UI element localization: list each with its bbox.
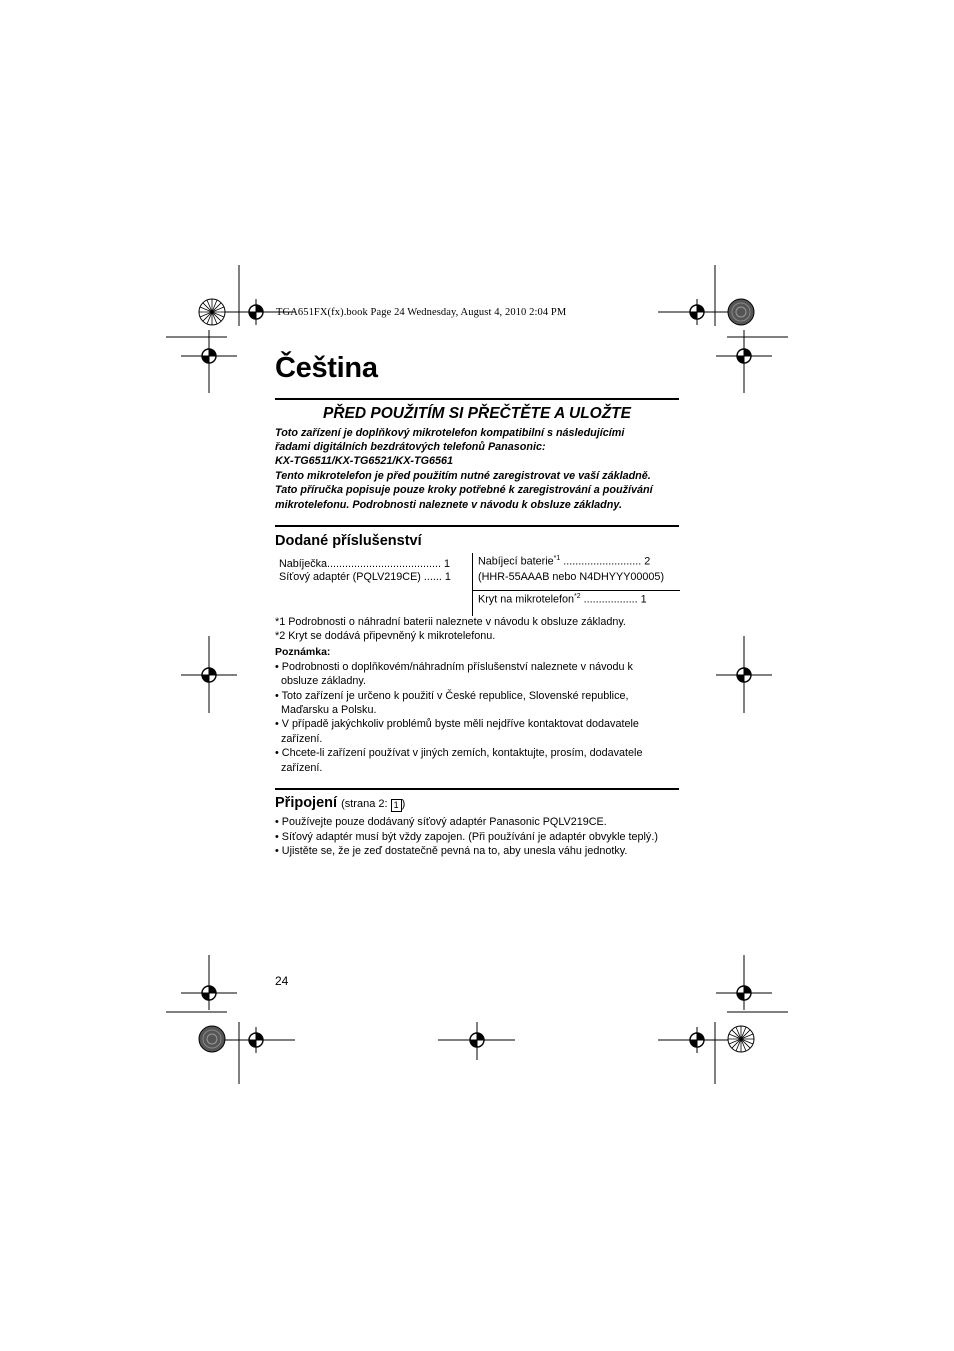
cover-qty: .................. 1 [580,593,647,606]
page-reference [341,798,405,810]
note-item-continued: Maďarsku a Polsku. [281,704,377,716]
note-item-continued: zařízení. [281,733,323,745]
note-item: • Toto zařízení je určeno k použití v České republice, Slovenské republice, [275,690,629,702]
intro-line: Toto zařízení je doplňkový mikrotelefon kompatibilní s následujícími [275,427,625,439]
connection-title: Připojení [275,795,338,811]
note-item: • Chcete-li zařízení používat v jiných zemích, kontaktujte, prosím, dodavatele [275,747,643,759]
intro-line: mikrotelefonu. Podrobnosti naleznete v návodu k obsluze základny. [275,499,622,511]
accessory-adapter: Síťový adaptér (PQLV219CE) ...... 1 [279,571,451,583]
note-item-continued: obsluze základny. [281,675,367,687]
footnote-mark: *1 [553,555,561,562]
connection-item: • Používejte pouze dodávaný síťový adaptér Panasonic PQLV219CE. [275,816,607,828]
table-divider [472,553,473,616]
reference-suffix: ) [401,798,406,810]
accessory-charger: Nabíječka...................................... 1 [279,558,451,570]
battery-qty: .......................... 2 [560,555,651,568]
intro-line: řadami digitálních bezdrátových telefonů Panasonic: [275,441,546,453]
intro-line: KX-TG6511/KX-TG6521/KX-TG6561 [275,455,454,467]
footnote: *2 Kryt se dodává připevněný k mikrotelefonu. [275,630,496,642]
accessory-cover [478,593,647,606]
footnote: *1 Podrobnosti o náhradní baterii naleznete v návodu k obsluze základny. [275,616,626,628]
section-rule [275,788,679,790]
title-rule [275,398,679,400]
connection-heading [275,795,405,812]
note-label: Poznámka: [275,646,331,658]
intro-heading: PŘED POUŽITÍM SI PŘEČTĚTE A ULOŽTE [322,405,631,422]
note-item: • V případě jakýchkoliv problémů byste měli nejdříve kontaktovat dodavatele [275,718,639,730]
intro-line: Tento mikrotelefon je před použitím nutné zaregistrovat ve vaší základně. [275,470,651,482]
section-rule [275,525,679,527]
note-item-continued: zařízení. [281,762,323,774]
footnote-mark: *2 [574,593,581,600]
note-item: • Podrobnosti o doplňkovém/náhradním příslušenství naleznete v návodu k [275,661,633,673]
reference-prefix: (strana 2: [341,798,391,810]
table-row-divider [472,590,680,591]
connection-item: • Síťový adaptér musí být vždy zapojen. (Při používání je adaptér obvykle teplý.) [275,831,658,843]
page-number: 24 [275,974,289,988]
intro-line: Tato příručka popisuje pouze kroky potřebné k zaregistrování a používání [275,484,653,496]
cover-label: Kryt na mikrotelefon [478,593,575,606]
print-header: TGA651FX(fx).book Page 24 Wednesday, August 4, 2010 2:04 PM [276,307,567,318]
accessory-battery [478,555,650,568]
figure-number: 1 [391,799,402,812]
connection-item: • Ujistěte se, že je zeď dostatečně pevná na to, aby unesla váhu jednotky. [275,845,628,857]
battery-label: Nabíjecí baterie [478,555,554,568]
page-title: Čeština [275,352,378,384]
battery-model: (HHR-55AAAB nebo N4DHYYY00005) [478,571,665,583]
accessories-heading: Dodané příslušenství [275,533,422,549]
